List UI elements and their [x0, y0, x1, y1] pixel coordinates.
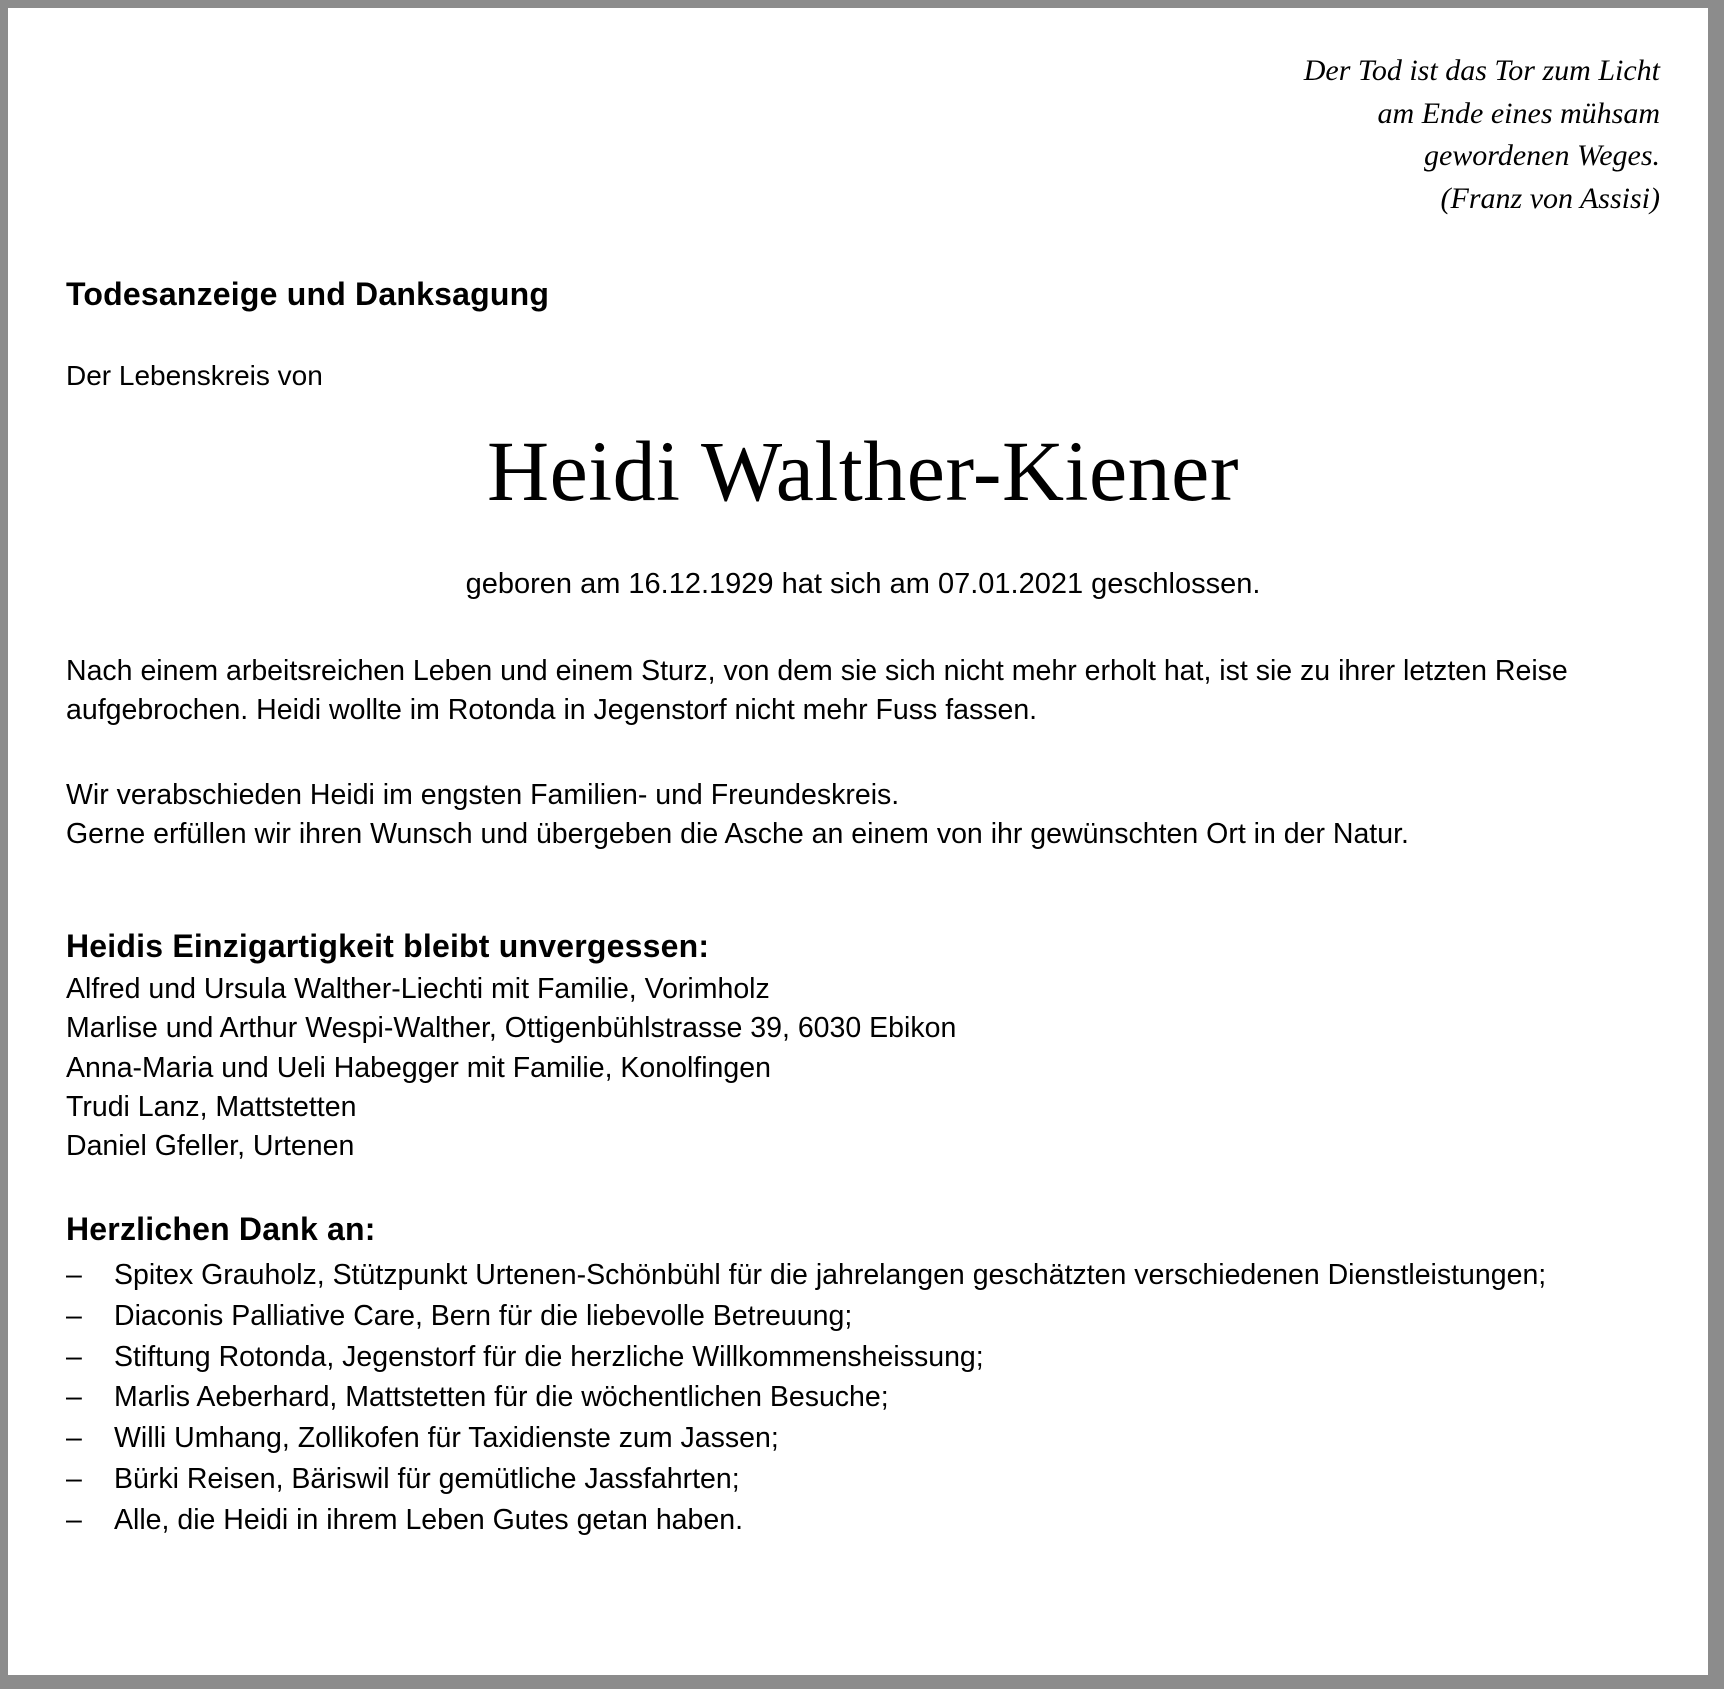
- family-heading: Heidis Einzigartigkeit bleibt unvergessen:: [66, 928, 710, 964]
- list-item-text: Spitex Grauholz, Stützpunkt Urtenen-Schönbühl für die jahrelangen geschätzten verschiedenen Dienstleistungen;: [114, 1259, 1547, 1291]
- list-item-text: Stiftung Rotonda, Jegenstorf für die herzliche Willkommensheissung;: [114, 1340, 984, 1373]
- family-member: Daniel Gfeller, Urtenen: [66, 1130, 355, 1163]
- thanks-list: [66, 1256, 1660, 1541]
- family-member: Trudi Lanz, Mattstetten: [66, 1090, 357, 1123]
- dash-bullet-icon: –: [66, 1340, 82, 1373]
- deceased-name: Heidi Walther-Kiener: [487, 423, 1239, 519]
- epitaph-quote: [960, 50, 1660, 220]
- list-item-text: Marlis Aeberhard, Mattstetten für die wöchentlichen Besuche;: [114, 1381, 889, 1414]
- list-item-text: Bürki Reisen, Bäriswil für gemütliche Jassfahrten;: [114, 1462, 740, 1495]
- family-member: Alfred und Ursula Walther-Liechti mit Familie, Vorimholz: [66, 973, 770, 1005]
- list-item-text: Diaconis Palliative Care, Bern für die liebevolle Betreuung;: [114, 1299, 853, 1332]
- dash-bullet-icon: –: [66, 1422, 82, 1454]
- page-title: Todesanzeige und Danksagung: [66, 276, 550, 312]
- obituary-page: [8, 8, 1708, 1675]
- family-list: [66, 970, 956, 1167]
- farewell-line-2: Gerne erfüllen wir ihren Wunsch und übergeben die Asche an einem von ihr gewünschten Ort in der Natur.: [66, 817, 1409, 850]
- quote-line-1: Der Tod ist das Tor zum Licht: [1303, 54, 1660, 87]
- list-item-text: Willi Umhang, Zollikofen für Taxidienste zum Jassen;: [114, 1422, 779, 1454]
- dash-bullet-icon: –: [66, 1462, 82, 1495]
- family-member: Marlise und Arthur Wespi-Walther, Ottigenbühlstrasse 39, 6030 Ebikon: [66, 1012, 957, 1045]
- dash-bullet-icon: –: [66, 1503, 82, 1536]
- list-item: [66, 1501, 1660, 1540]
- list-item: [66, 1338, 1660, 1377]
- dash-bullet-icon: –: [66, 1259, 82, 1291]
- list-item: [66, 1378, 1660, 1417]
- lead-text: Der Lebenskreis von: [66, 360, 323, 391]
- life-dates: geboren am 16.12.1929 hat sich am 07.01.2021 geschlossen.: [465, 568, 1261, 600]
- paragraph-biography: Nach einem arbeitsreichen Leben und einem Sturz, von dem sie sich nicht mehr erholt hat, ist sie zu ihrer letzten Reise aufgebrochen. Heidi wollte im Rotonda in Jegenstorf nicht mehr Fuss fassen.: [66, 655, 1568, 726]
- quote-line-2: am Ende eines mühsam: [1377, 96, 1660, 130]
- quote-line-3: gewordenen Weges.: [1423, 139, 1660, 173]
- farewell-line-1: Wir verabschieden Heidi im engsten Familien- und Freundeskreis.: [66, 779, 900, 811]
- family-member: Anna-Maria und Ueli Habegger mit Familie, Konolfingen: [66, 1051, 771, 1084]
- paragraph-farewell: [66, 776, 1660, 854]
- thanks-heading: Herzlichen Dank an:: [66, 1211, 376, 1247]
- quote-attribution: (Franz von Assisi): [1440, 181, 1660, 215]
- dash-bullet-icon: –: [66, 1381, 82, 1414]
- list-item: [66, 1256, 1660, 1295]
- dash-bullet-icon: –: [66, 1299, 82, 1332]
- list-item: [66, 1297, 1660, 1336]
- list-item: [66, 1460, 1660, 1499]
- list-item: [66, 1419, 1660, 1458]
- list-item-text: Alle, die Heidi in ihrem Leben Gutes getan haben.: [114, 1503, 743, 1536]
